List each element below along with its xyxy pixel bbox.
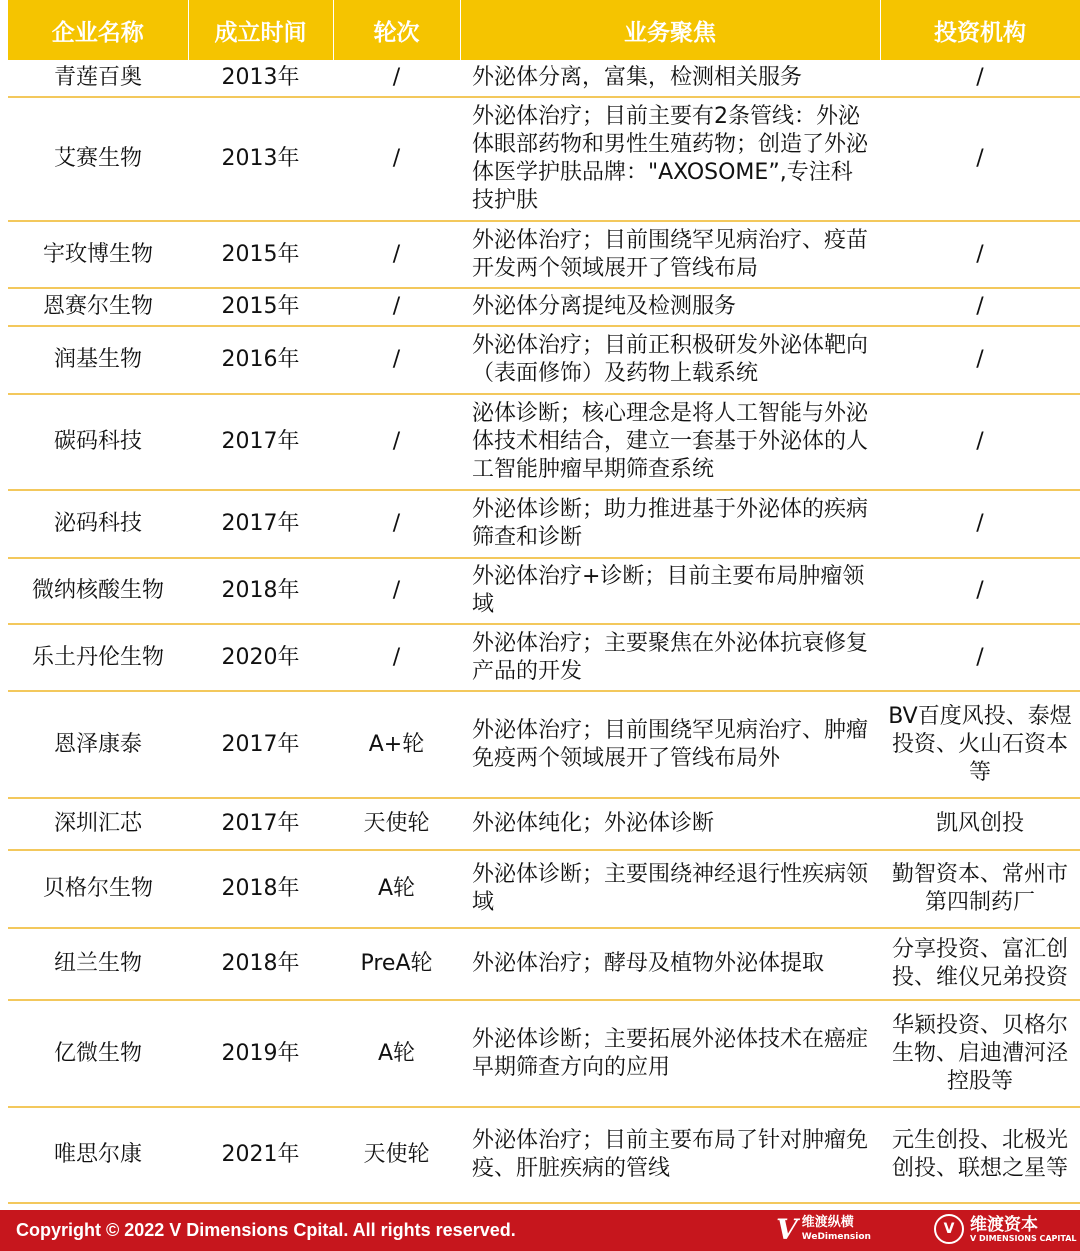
cell-founded: 2020年 <box>188 624 333 691</box>
cell-founded: 2015年 <box>188 288 333 326</box>
cell-business-focus: 外泌体治疗；目前主要布局了针对肿瘤免疫、肝脏疾病的管线 <box>460 1107 880 1203</box>
cell-investors: / <box>880 490 1080 558</box>
table-row <box>8 288 1080 326</box>
cell-round: / <box>333 558 460 624</box>
cell-company-name: 纽兰生物 <box>8 928 188 1000</box>
cell-company-name: 唯思尔康 <box>8 1107 188 1203</box>
cell-company-name: 泌码科技 <box>8 490 188 558</box>
vdimensions-mark-icon: V <box>934 1214 964 1244</box>
cell-company-name: 贝格尔生物 <box>8 850 188 928</box>
table-row <box>8 1107 1080 1203</box>
cell-company-name: 宇玫博生物 <box>8 221 188 288</box>
copyright-text: Copyright © 2022 V Dimensions Cpital. All rights reserved. <box>16 1220 516 1240</box>
cell-investors: / <box>880 60 1080 97</box>
cell-investors: / <box>880 394 1080 490</box>
cell-business-focus: 外泌体治疗；目前主要有2条管线：外泌体眼部药物和男性生殖药物；创造了外泌体医学护肤品牌："AXOSOME”,专注科技护肤 <box>460 97 880 221</box>
cell-company-name: 青莲百奥 <box>8 60 188 97</box>
cell-company-name: 碳码科技 <box>8 394 188 490</box>
cell-round: / <box>333 288 460 326</box>
cell-business-focus: 外泌体治疗；目前围绕罕见病治疗、疫苗开发两个领域展开了管线布局 <box>460 221 880 288</box>
table-row <box>8 558 1080 624</box>
cell-founded: 2013年 <box>188 97 333 221</box>
cell-founded: 2017年 <box>188 691 333 798</box>
table-body <box>8 60 1080 1203</box>
vdimensions-capital-logo <box>934 1214 1077 1244</box>
cell-investors: / <box>880 624 1080 691</box>
cell-investors: 元生创投、北极光创投、联想之星等 <box>880 1107 1080 1203</box>
cell-founded: 2013年 <box>188 60 333 97</box>
table-row <box>8 691 1080 798</box>
cell-round: / <box>333 490 460 558</box>
cell-founded: 2016年 <box>188 326 333 394</box>
cell-investors: 分享投资、富汇创投、维仪兄弟投资 <box>880 928 1080 1000</box>
cell-investors: / <box>880 558 1080 624</box>
wedimension-logo <box>776 1214 871 1246</box>
table-row <box>8 326 1080 394</box>
cell-round: / <box>333 221 460 288</box>
table-row <box>8 221 1080 288</box>
header-company-name: 企业名称 <box>8 0 188 60</box>
cell-business-focus: 外泌体纯化；外泌体诊断 <box>460 798 880 850</box>
cell-business-focus: 外泌体治疗；酵母及植物外泌体提取 <box>460 928 880 1000</box>
cell-business-focus: 泌体诊断；核心理念是将人工智能与外泌体技术相结合，建立一套基于外泌体的人工智能肿瘤早期筛查系统 <box>460 394 880 490</box>
cell-founded: 2018年 <box>188 850 333 928</box>
cell-round: / <box>333 97 460 221</box>
cell-round: 天使轮 <box>333 798 460 850</box>
cell-business-focus: 外泌体诊断；主要拓展外泌体技术在癌症早期筛查方向的应用 <box>460 1000 880 1107</box>
cell-business-focus: 外泌体治疗；目前围绕罕见病治疗、肿瘤免疫两个领域展开了管线布局外 <box>460 691 880 798</box>
table-row <box>8 850 1080 928</box>
cell-round: / <box>333 624 460 691</box>
cell-founded: 2015年 <box>188 221 333 288</box>
cell-founded: 2017年 <box>188 490 333 558</box>
cell-investors: / <box>880 221 1080 288</box>
cell-founded: 2018年 <box>188 928 333 1000</box>
cell-business-focus: 外泌体治疗；主要聚焦在外泌体抗衰修复产品的开发 <box>460 624 880 691</box>
cell-round: A+轮 <box>333 691 460 798</box>
cell-company-name: 润基生物 <box>8 326 188 394</box>
cell-business-focus: 外泌体分离提纯及检测服务 <box>460 288 880 326</box>
header-founded: 成立时间 <box>188 0 333 60</box>
cell-investors: 勤智资本、常州市第四制药厂 <box>880 850 1080 928</box>
cell-business-focus: 外泌体诊断；助力推进基于外泌体的疾病筛查和诊断 <box>460 490 880 558</box>
cell-company-name: 恩泽康泰 <box>8 691 188 798</box>
wedimension-mark-icon: V <box>776 1213 798 1246</box>
vdimensions-logo-en: V DIMENSIONS CAPITAL <box>970 1233 1077 1243</box>
wedimension-logo-en: WeDimension <box>801 1232 871 1242</box>
cell-round: / <box>333 60 460 97</box>
cell-round: A轮 <box>333 1000 460 1107</box>
cell-round: / <box>333 326 460 394</box>
table-row <box>8 624 1080 691</box>
header-investors: 投资机构 <box>880 0 1080 60</box>
cell-investors: BV百度风投、泰煜投资、火山石资本等 <box>880 691 1080 798</box>
table-header-row <box>8 0 1080 60</box>
cell-founded: 2017年 <box>188 798 333 850</box>
cell-founded: 2019年 <box>188 1000 333 1107</box>
cell-round: PreA轮 <box>333 928 460 1000</box>
cell-investors: / <box>880 288 1080 326</box>
cell-company-name: 微纳核酸生物 <box>8 558 188 624</box>
table-row <box>8 394 1080 490</box>
cell-investors: 凯风创投 <box>880 798 1080 850</box>
footer-bar <box>0 1210 1080 1251</box>
cell-round: / <box>333 394 460 490</box>
cell-business-focus: 外泌体诊断；主要围绕神经退行性疾病领域 <box>460 850 880 928</box>
table-row <box>8 490 1080 558</box>
table-row <box>8 798 1080 850</box>
cell-round: 天使轮 <box>333 1107 460 1203</box>
cell-company-name: 乐土丹伦生物 <box>8 624 188 691</box>
cell-business-focus: 外泌体治疗+诊断；目前主要布局肿瘤领域 <box>460 558 880 624</box>
cell-company-name: 深圳汇芯 <box>8 798 188 850</box>
table-row <box>8 60 1080 97</box>
cell-company-name: 恩赛尔生物 <box>8 288 188 326</box>
cell-investors: / <box>880 326 1080 394</box>
cell-investors: 华颖投资、贝格尔生物、启迪漕河泾控股等 <box>880 1000 1080 1107</box>
cell-founded: 2017年 <box>188 394 333 490</box>
vdimensions-logo-cn: 维渡资本 <box>970 1214 1038 1235</box>
cell-founded: 2021年 <box>188 1107 333 1203</box>
table-row <box>8 1000 1080 1107</box>
cell-company-name: 艾赛生物 <box>8 97 188 221</box>
table-row <box>8 928 1080 1000</box>
cell-business-focus: 外泌体治疗；目前正积极研发外泌体靶向（表面修饰）及药物上载系统 <box>460 326 880 394</box>
table-row <box>8 97 1080 221</box>
investment-table-container <box>8 0 1080 1204</box>
header-round: 轮次 <box>333 0 460 60</box>
cell-founded: 2018年 <box>188 558 333 624</box>
cell-investors: / <box>880 97 1080 221</box>
company-table <box>8 0 1080 1204</box>
header-business-focus: 业务聚焦 <box>460 0 880 60</box>
cell-company-name: 亿微生物 <box>8 1000 188 1107</box>
cell-business-focus: 外泌体分离，富集，检测相关服务 <box>460 60 880 97</box>
cell-round: A轮 <box>333 850 460 928</box>
wedimension-logo-cn: 维渡纵横 <box>801 1215 854 1230</box>
